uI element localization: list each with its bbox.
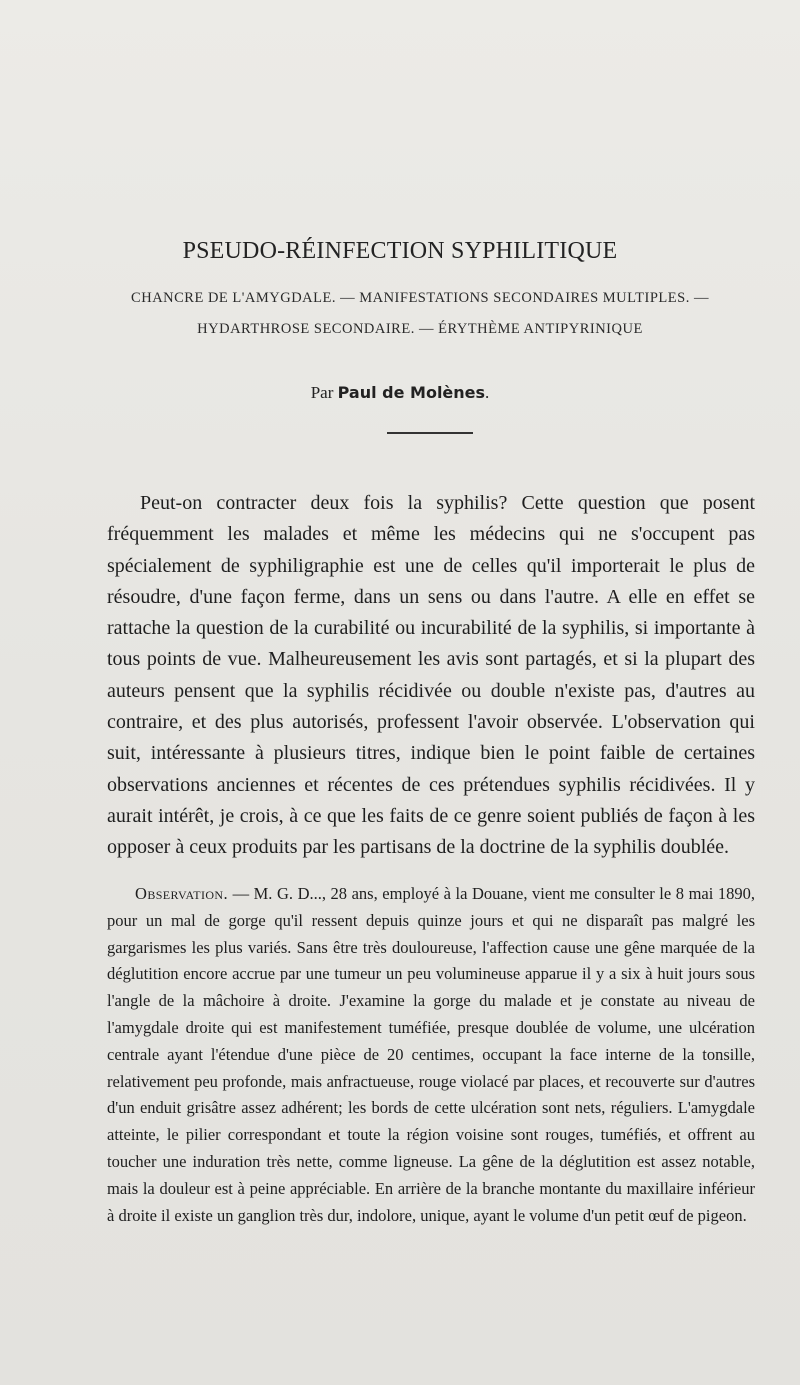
article-subtitle-line-1: CHANCRE DE L'AMYGDALE. — MANIFESTATIONS SECONDAIRES MULTIPLES. — <box>131 290 709 306</box>
separator-rule <box>387 432 473 434</box>
byline-suffix: . <box>485 383 490 402</box>
byline-prefix: Par <box>310 383 338 402</box>
observation-label: Observation. <box>135 884 229 903</box>
observation-text: — M. G. D..., 28 ans, employé à la Douane, vient me consulter le 8 mai 1890, pour un mal de gorge qu'il ressent depuis quinze jours et qui ne disparaît pas malgré les gargarismes les plus variés. Sans être très douloureuse, l'affection cause une gêne marquée de la déglutition encore accrue par une tumeur un peu volumineuse apparue il y a six à huit jours sous l'angle de la mâchoire à droite. J'examine la gorge du malade et je constate au niveau de l'amygdale droite qui est manifestement tuméfiée, presque doublée de volume, une ulcération centrale ayant l'étendue d'une pièce de 20 centimes, occupant la face interne de la tonsille, relativement peu profonde, mais anfractueuse, rouge violacé par places, et recouverte sur d'autres d'un enduit grisâtre assez adhérent; les bords de cette ulcération sont nets, réguliers. L'amygdale atteinte, le pilier correspondant et toute la région voisine sont rouges, tuméfiés, et offrent au toucher une induration très nette, comme ligneuse. La gêne de la déglutition est assez notable, mais la douleur est à peine appréciable. En arrière de la branche montante du maxillaire inférieur à droite il existe un ganglion très dur, indolore, unique, ayant le volume d'un petit œuf de pigeon. <box>107 884 755 1225</box>
intro-paragraph: Peut-on contracter deux fois la syphilis? Cette question que posent fréquemment les malades et même les médecins qui ne s'occupent pas spécialement de syphiligraphie est une de celles qu'il importerait le plus de résoudre, d'une façon ferme, dans un sens ou dans l'autre. A elle en effet se rattache la question de la curabilité ou incurabilité de la syphilis, si importante à tous points de vue. Malheureusement les avis sont partagés, et si la plupart des auteurs pensent que la syphilis récidivée ou double n'existe pas, d'autres au contraire, et des plus autorisés, professent l'avoir observée. L'observation qui suit, intéressante à plusieurs titres, indique bien le point faible de certaines observations anciennes et récentes de ces prétendues syphilis récidivées. Il y aurait intérêt, je crois, à ce que les faits de ce genre soient publiés de façon à les opposer à ceux produits par les partisans de la doctrine de la syphilis doublée. <box>107 492 755 859</box>
observation-paragraph <box>107 881 755 1229</box>
article-subtitle-line-2: HYDARTHROSE SECONDAIRE. — ÉRYTHÈME ANTIPYRINIQUE <box>197 321 643 337</box>
byline <box>0 383 800 403</box>
author-name: Paul de Molènes <box>337 383 486 402</box>
article-title: PSEUDO-RÉINFECTION SYPHILITIQUE <box>182 238 618 264</box>
